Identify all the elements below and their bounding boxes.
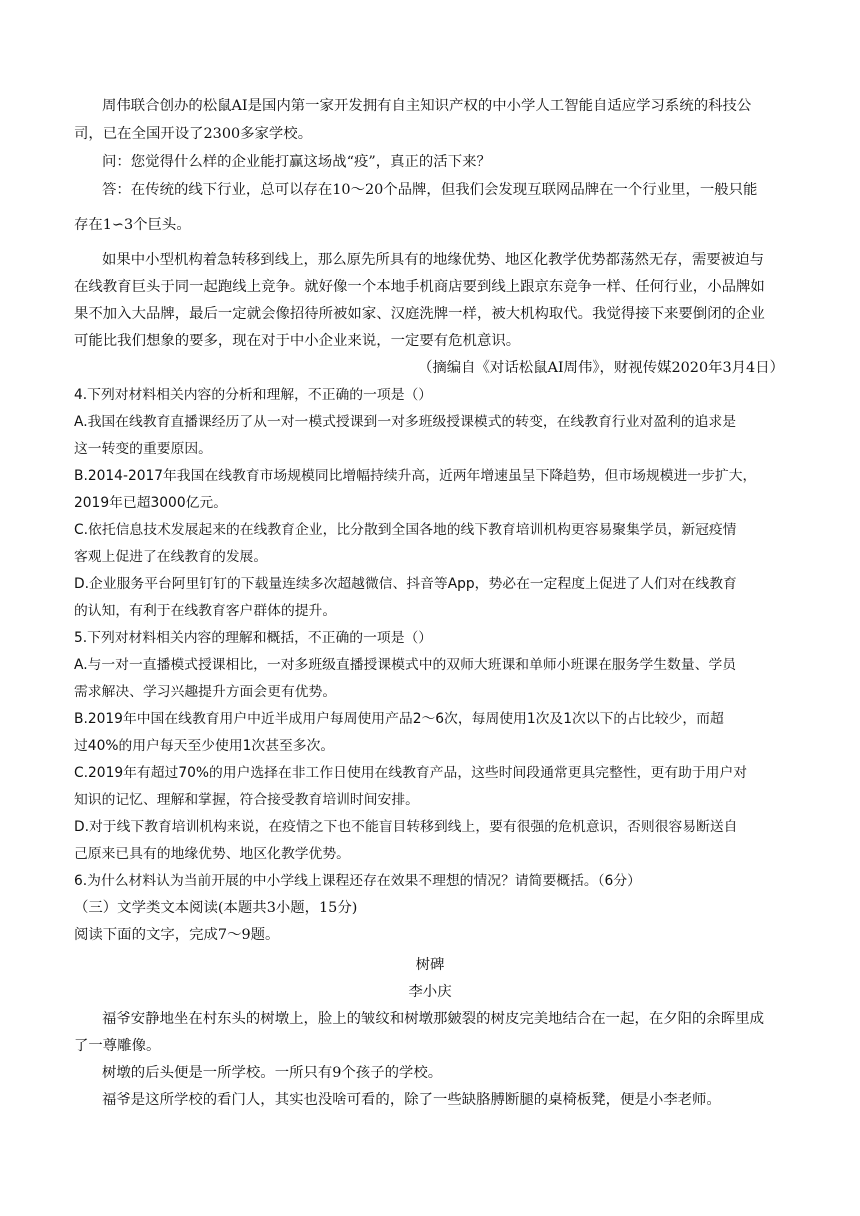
passage-line: 如果中小型机构着急转移到线上，那么原先所具有的地缘优势、地区化教学优势都荡然无存，需要被迫与 xyxy=(102,252,764,268)
story-line: 了一尊雕像。 xyxy=(74,1038,161,1054)
interview-question: 问：您觉得什么样的企业能打赢这场战“疫”，真正的活下来？ xyxy=(102,154,491,170)
option-a-cont: 需求解决、学习兴趣提升方面会更有优势。 xyxy=(74,684,337,700)
passage-line: 果不加入大品牌，最后一定就会像招待所被如家、汉庭洗牌一样，被大机构取代。我觉得接下来要倒闭的企业 xyxy=(74,306,765,322)
option-d: D.企业服务平台阿里钉钉的下载量连续多次超越微信、抖音等App，势必在一定程度上促进了人们对在线教育 xyxy=(74,576,737,592)
option-a: A.与一对一直播模式授课相比，一对多班级直播授课模式中的双师大班课和单师小班课在服务学生数量、学员 xyxy=(74,657,737,673)
option-c-cont: 知识的记忆、理解和掌握，符合接受教育培训时间安排。 xyxy=(74,792,419,808)
option-c-cont: 客观上促进了在线教育的发展。 xyxy=(74,549,268,565)
passage-line: 周伟联合创办的松鼠AI是国内第一家开发拥有自主知识产权的中小学人工智能自适应学习系统的科技公 xyxy=(102,98,752,114)
option-c: C.2019年有超过70%的用户选择在非工作日使用在线教育产品，这些时间段通常更具完整性，更有助于用户对 xyxy=(74,765,748,781)
source-citation: （摘编自《对话松鼠AI周伟》，财视传媒2020年3月4日） xyxy=(417,360,784,376)
question-6-stem: 6.为什么材料认为当前开展的中小学线上课程还存在效果不理想的情况？请简要概括。（6分） xyxy=(74,873,641,889)
option-b-cont: 过40%的用户每天至少使用1次甚至多次。 xyxy=(74,738,335,754)
interview-answer-line: 存在1∽3个巨头。 xyxy=(74,217,191,233)
interview-answer-line: 答：在传统的线下行业，总可以存在10～20个品牌，但我们会发现互联网品牌在一个行业里，一般只能 xyxy=(102,182,758,198)
option-a-cont: 这一转变的重要原因。 xyxy=(74,441,212,457)
question-5-stem: 5.下列对材料相关内容的理解和概括，不正确的一项是（） xyxy=(74,630,433,646)
story-title: 树碑 xyxy=(415,957,445,973)
section-instruction: 阅读下面的文字，完成7～9题。 xyxy=(74,927,280,943)
option-d-cont: 己原来已具有的地缘优势、地区化教学优势。 xyxy=(74,846,350,862)
option-c: C.依托信息技术发展起来的在线教育企业，比分散到全国各地的线下教育培训机构更容易聚集学员，新冠疫情 xyxy=(74,522,737,538)
passage-line: 在线教育巨头于同一起跑线上竞争。就好像一个本地手机商店要到线上跟京东竞争一样、任何行业，小品牌如 xyxy=(74,279,765,295)
story-line: 福爷安静地坐在村东头的树墩上，脸上的皱纹和树墩那皴裂的树皮完美地结合在一起，在夕阳的余晖里成 xyxy=(102,1011,764,1027)
option-b-cont: 2019年已超3000亿元。 xyxy=(74,495,228,511)
option-b: B.2019年中国在线教育用户中近半成用户每周使用产品2～6次，每周使用1次及1次以下的占比较少，而超 xyxy=(74,711,724,727)
option-d-cont: 的认知，有利于在线教育客户群体的提升。 xyxy=(74,603,337,619)
passage-line: 可能比我们想象的要多，现在对于中小企业来说，一定要有危机意识。 xyxy=(74,333,521,349)
option-b: B.2014-2017年我国在线教育市场规模同比增幅持续升高，近两年增速虽呈下降趋势，但市场规模进一步扩大， xyxy=(74,468,757,484)
story-line: 福爷是这所学校的看门人，其实也没啥可看的，除了一些缺胳膊断腿的桌椅板凳，便是小李老师。 xyxy=(102,1092,721,1108)
option-d: D.对于线下教育培训机构来说，在疫情之下也不能盲目转移到线上，要有很强的危机意识，否则很容易断送自 xyxy=(74,819,738,835)
option-a: A.我国在线教育直播课经历了从一对一模式授课到一对多班级授课模式的转变，在线教育行业对盈利的追求是 xyxy=(74,414,737,430)
story-line: 树墩的后头便是一所学校。一所只有9个孩子的学校。 xyxy=(102,1065,443,1081)
story-author: 李小庆 xyxy=(408,984,452,1000)
section-heading: （三）文学类文本阅读(本题共3小题，15分) xyxy=(74,900,358,916)
question-4-stem: 4.下列对材料相关内容的分析和理解，不正确的一项是（） xyxy=(74,387,433,403)
passage-line: 司，已在全国开设了2300多家学校。 xyxy=(74,126,313,142)
